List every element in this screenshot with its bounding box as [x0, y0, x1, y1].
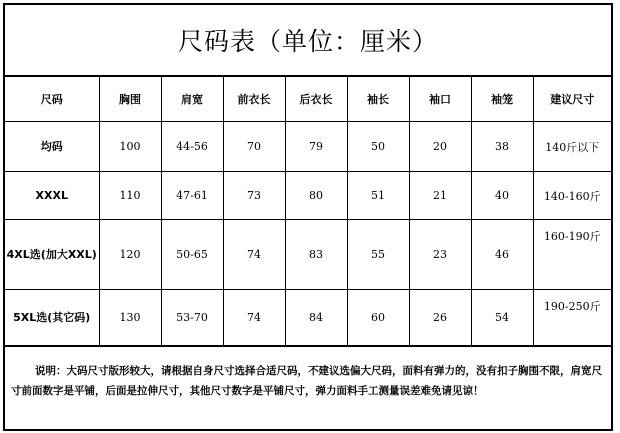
cuff-cell: 20 — [409, 122, 471, 172]
header-recommended: 建议尺寸 — [533, 77, 611, 122]
shoulder-cell: 50-65 — [161, 220, 223, 290]
recommended-cell: 160-190斤 — [533, 220, 611, 290]
table-row — [5, 220, 611, 290]
armhole-cell: 46 — [471, 220, 533, 290]
sleeve-length-cell: 51 — [347, 172, 409, 220]
back-length-cell: 79 — [285, 122, 347, 172]
front-length-cell: 73 — [223, 172, 285, 220]
chest-cell: 100 — [99, 122, 161, 172]
header-front-length: 前衣长 — [223, 77, 285, 122]
recommended-cell: 190-250斤 — [533, 290, 611, 346]
header-cuff: 袖口 — [409, 77, 471, 122]
header-row — [5, 77, 611, 122]
size-cell: 4XL选(加大XXL) — [5, 220, 99, 290]
front-length-cell: 70 — [223, 122, 285, 172]
chart-title: 尺码表（单位：厘米） — [5, 5, 611, 77]
recommended-cell: 140斤以下 — [533, 122, 611, 172]
shoulder-cell: 53-70 — [161, 290, 223, 346]
cuff-cell: 26 — [409, 290, 471, 346]
shoulder-cell: 47-61 — [161, 172, 223, 220]
size-note: 说明：大码尺寸版形较大，请根据自身尺寸选择合适尺码，不建议选偏大尺码，面料有弹力的，没有扣子胸围不限，肩宽尺寸前面数字是平铺，后面是拉伸尺寸，其他尺寸数字是平铺尺寸，弹力面料手工测量误差难免请见谅！ — [5, 345, 611, 429]
chest-cell: 110 — [99, 172, 161, 220]
header-armhole: 袖笼 — [471, 77, 533, 122]
cuff-cell: 23 — [409, 220, 471, 290]
header-sleeve-length: 袖长 — [347, 77, 409, 122]
table-row — [5, 172, 611, 220]
armhole-cell: 38 — [471, 122, 533, 172]
size-cell: 均码 — [5, 122, 99, 172]
front-length-cell: 74 — [223, 220, 285, 290]
sleeve-length-cell: 55 — [347, 220, 409, 290]
table-row — [5, 290, 611, 346]
recommended-cell: 140-160斤 — [533, 172, 611, 220]
sleeve-length-cell: 50 — [347, 122, 409, 172]
back-length-cell: 80 — [285, 172, 347, 220]
armhole-cell: 40 — [471, 172, 533, 220]
sleeve-length-cell: 60 — [347, 290, 409, 346]
armhole-cell: 54 — [471, 290, 533, 346]
size-cell: 5XL选(其它码) — [5, 290, 99, 346]
header-chest: 胸围 — [99, 77, 161, 122]
chest-cell: 130 — [99, 290, 161, 346]
header-size: 尺码 — [5, 77, 99, 122]
chest-cell: 120 — [99, 220, 161, 290]
header-back-length: 后衣长 — [285, 77, 347, 122]
front-length-cell: 74 — [223, 290, 285, 346]
shoulder-cell: 44-56 — [161, 122, 223, 172]
size-table — [5, 77, 611, 346]
size-cell: XXXL — [5, 172, 99, 220]
size-chart — [3, 3, 613, 431]
cuff-cell: 21 — [409, 172, 471, 220]
back-length-cell: 84 — [285, 290, 347, 346]
back-length-cell: 83 — [285, 220, 347, 290]
table-row — [5, 122, 611, 172]
header-shoulder: 肩宽 — [161, 77, 223, 122]
